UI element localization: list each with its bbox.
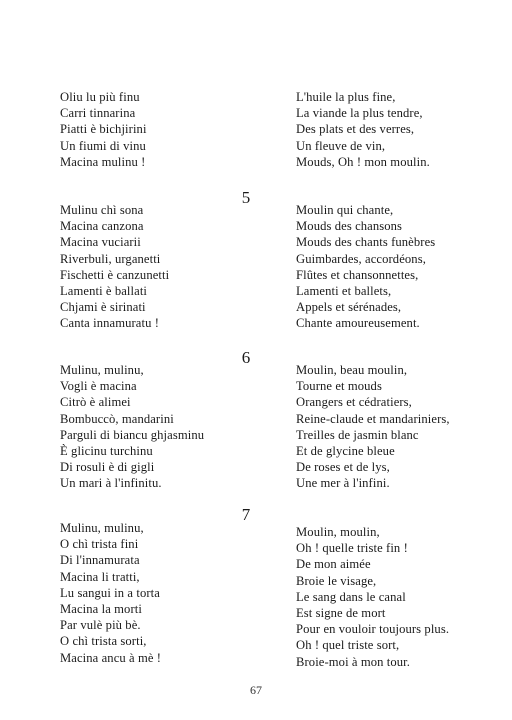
verse-line: Le sang dans le canal	[296, 589, 406, 604]
verse-line: O chì trista fini	[60, 537, 139, 552]
verse-line: Broie le visage,	[296, 573, 377, 588]
verse-line: Canta innamuratu !	[60, 316, 160, 331]
verse-line: Parguli di biancu ghjasminu	[60, 427, 205, 442]
verse-line: Flûtes et chansonnettes,	[296, 267, 419, 282]
verse-line: Treilles de jasmin blanc	[296, 427, 419, 442]
verse-line: Un mari à l'infinitu.	[60, 476, 162, 491]
verse-line: Oh ! quelle triste fin !	[296, 541, 408, 556]
verse-line: Macina la morti	[60, 602, 142, 617]
verse-line: Reine-claude et mandariniers,	[296, 411, 450, 426]
stanza-6-corsican	[60, 362, 250, 492]
verse-line: Chjami è sirinati	[60, 300, 146, 315]
verse-line: Lamenti et ballets,	[296, 284, 392, 299]
verse-line: Mouds des chansons	[296, 219, 403, 234]
verse-line: Une mer à l'infini.	[296, 476, 390, 491]
stanza-number: 5	[241, 188, 251, 207]
verse-line: Appels et sérénades,	[296, 300, 402, 315]
verse-line: Mulinu, mulinu,	[60, 363, 144, 377]
stanza-1-corsican	[60, 89, 250, 170]
verse-line: Et de glycine bleue	[296, 444, 395, 459]
verse-line: Di l'innamurata	[60, 553, 140, 568]
verse-line: De mon aimée	[296, 557, 371, 572]
stanza-1-french	[296, 89, 496, 170]
verse-line: È glicinu turchinu	[60, 444, 153, 459]
verse-line: Oliu lu più finu	[60, 90, 140, 104]
verse-line: La viande la plus tendre,	[296, 106, 423, 121]
verse-line: Chante amoureusement.	[296, 316, 420, 331]
verse-line: De roses et de lys,	[296, 460, 390, 475]
stanza-5-corsican	[60, 202, 250, 332]
verse-line: O chì trista sorti,	[60, 634, 147, 649]
verse-line: Guimbardes, accordéons,	[296, 251, 426, 266]
stanza-6-french	[296, 362, 496, 492]
verse-line: Mulinu chì sona	[60, 203, 144, 217]
verse-line: Di rosuli è di gigli	[60, 460, 155, 475]
stanza-7-corsican	[60, 520, 250, 666]
verse-line: Fischetti è canzunetti	[60, 267, 170, 282]
verse-line: Vogli è macina	[60, 379, 137, 394]
verse-line: Oh ! quel triste sort,	[296, 638, 400, 653]
stanza-7-french	[296, 524, 496, 670]
verse-line: Macina vuciarii	[60, 235, 141, 250]
verse-line: Orangers et cédratiers,	[296, 395, 412, 410]
verse-line: Tourne et mouds	[296, 379, 382, 394]
verse-line: Lamenti è ballati	[60, 284, 148, 299]
verse-line: Broie-moi à mon tour.	[296, 654, 411, 669]
verse-line: Mulinu, mulinu,	[60, 521, 144, 535]
verse-line: Lu sangui in a torta	[60, 585, 160, 600]
verse-line: Citrò è alimei	[60, 395, 131, 410]
verse-line: Carri tinnarina	[60, 106, 136, 121]
stanza-5-french	[296, 202, 496, 332]
verse-line: Macina mulinu !	[60, 154, 146, 169]
verse-line: Piatti è bichjirini	[60, 122, 147, 137]
stanza-number: 6	[241, 348, 251, 367]
verse-line: Par vulè più bè.	[60, 618, 141, 633]
verse-line: Mouds, Oh ! mon moulin.	[296, 154, 430, 169]
verse-line: L'huile la plus fine,	[296, 90, 396, 104]
verse-line: Riverbuli, urganetti	[60, 251, 161, 266]
verse-line: Pour en vouloir toujours plus.	[296, 622, 450, 637]
verse-line: Moulin, moulin,	[296, 525, 380, 539]
stanza-number: 7	[241, 505, 251, 524]
verse-line: Un fleuve de vin,	[296, 138, 386, 153]
verse-line: Macina canzona	[60, 219, 144, 234]
page-number: 67	[250, 683, 262, 697]
verse-line: Moulin, beau moulin,	[296, 363, 408, 377]
verse-line: Mouds des chants funèbres	[296, 235, 436, 250]
verse-line: Bombuccò, mandarini	[60, 411, 174, 426]
verse-line: Macina ancu à mè !	[60, 650, 162, 665]
verse-line: Macina li tratti,	[60, 569, 140, 584]
verse-line: Des plats et des verres,	[296, 122, 415, 137]
verse-line: Est signe de mort	[296, 606, 386, 621]
verse-line: Moulin qui chante,	[296, 203, 394, 217]
verse-line: Un fiumi di vinu	[60, 138, 146, 153]
